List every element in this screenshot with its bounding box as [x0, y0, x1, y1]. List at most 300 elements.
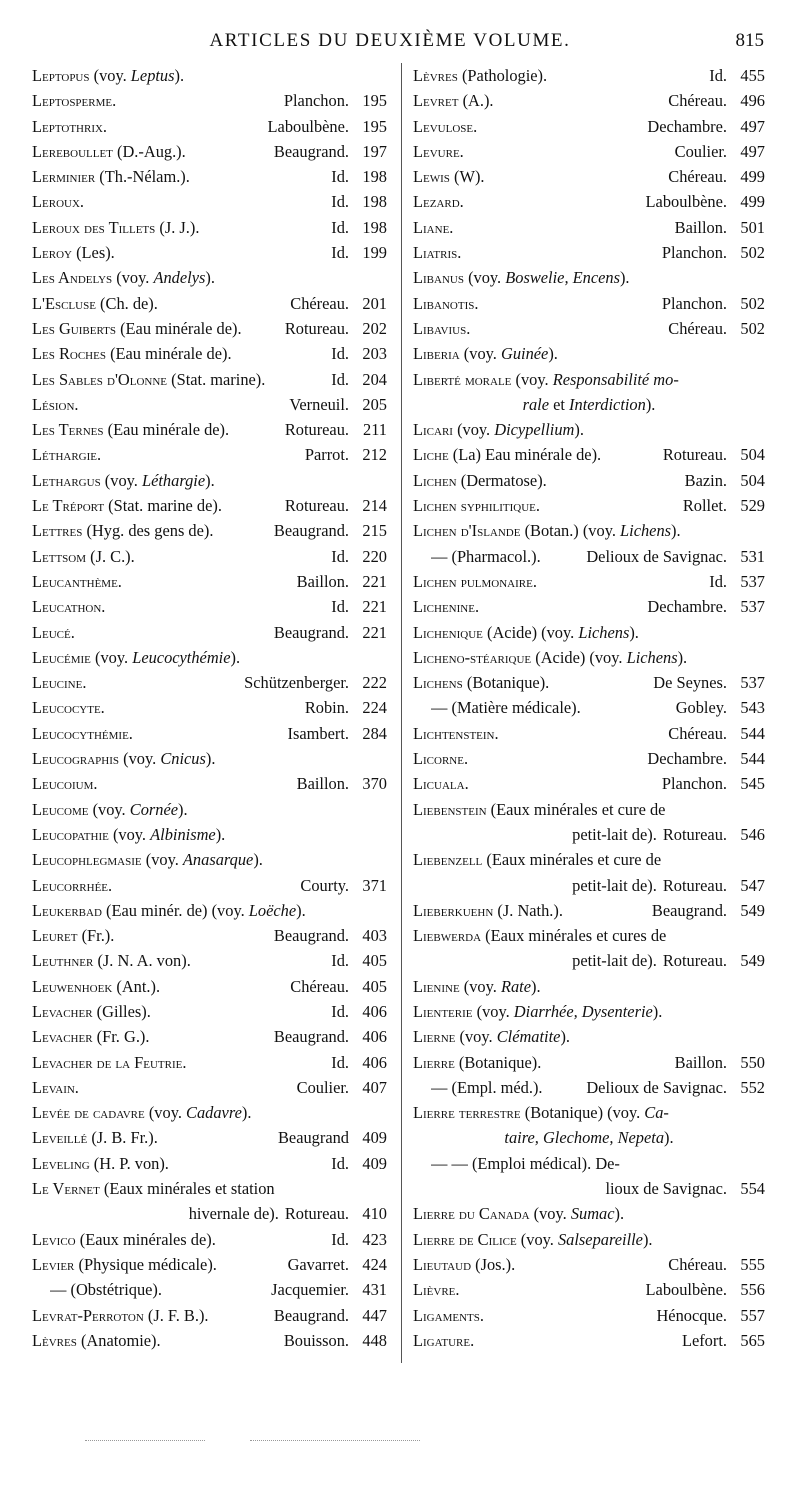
- entry-page-number: 409: [362, 1153, 387, 1173]
- entry-subentry: — (Pharmacol.).: [431, 546, 541, 566]
- index-entry: [413, 569, 765, 594]
- entry-qualifier: (voy.: [459, 1027, 497, 1047]
- index-entry: [32, 594, 387, 619]
- index-entry: [32, 189, 387, 214]
- entry-author: Isambert.: [287, 723, 349, 743]
- entry-page-number: 501: [740, 217, 765, 237]
- entry-cross-reference: Anasarque: [182, 850, 254, 870]
- entry-headword: Lichtenstein.: [413, 723, 499, 743]
- entry-qualifier: (J. J.).: [159, 217, 200, 237]
- entry-punctuation: ).: [531, 976, 541, 996]
- entry-punctuation: ).: [174, 66, 185, 85]
- index-entry: [413, 797, 765, 822]
- entry-page-number: 221: [362, 571, 387, 591]
- entry-page-number: 405: [362, 951, 387, 971]
- entry-page-number: 410: [362, 1204, 387, 1224]
- entry-punctuation: ).: [642, 1229, 653, 1249]
- entry-headword: Licheno-stéarique: [413, 647, 532, 667]
- index-entry: [32, 442, 387, 467]
- entry-author: Id.: [331, 167, 349, 187]
- entry-page-number: 403: [362, 926, 387, 946]
- entry-punctuation: ).: [215, 824, 226, 844]
- entry-page-number: 405: [362, 976, 387, 996]
- entry-author: Id.: [331, 344, 349, 364]
- entry-cross-reference: Cadavre: [186, 1103, 242, 1123]
- entry-qualifier: (Acide) (voy.: [487, 622, 579, 642]
- entry-page-number: 198: [362, 167, 387, 187]
- entry-qualifier: (Th.-Nélam.).: [99, 167, 190, 187]
- index-entry: [32, 1303, 387, 1328]
- entry-author: Id.: [709, 66, 727, 85]
- entry-author: Schützenberger.: [244, 673, 349, 693]
- entry-author: Baillon.: [674, 1052, 727, 1072]
- index-entry: [413, 442, 765, 467]
- entry-author: Rotureau.: [662, 445, 727, 465]
- entry-page-number: 529: [740, 496, 765, 516]
- index-entry: [32, 1050, 387, 1075]
- entry-qualifier: (voy.: [95, 647, 133, 667]
- entry-page-number: 224: [362, 698, 387, 718]
- entry-author: Chéreau.: [668, 1254, 727, 1274]
- index-entry: [32, 114, 387, 139]
- entry-headword: Lieutaud: [413, 1254, 472, 1274]
- entry-headword: Lièvre.: [413, 1280, 460, 1300]
- entry-page-number: 409: [362, 1128, 387, 1148]
- entry-page-number: 557: [740, 1305, 765, 1325]
- index-entry: [32, 1227, 387, 1252]
- entry-author: Planchon.: [661, 243, 727, 263]
- entry-author: Rotureau.: [662, 824, 727, 844]
- entry-cross-reference: Salsepareille: [557, 1229, 643, 1249]
- entry-headword: Leucathon.: [32, 597, 106, 617]
- index-entry: [413, 594, 765, 619]
- entry-headword: Les Guiberts: [32, 318, 116, 338]
- index-entry: [413, 822, 765, 847]
- entry-qualifier: (W).: [454, 167, 485, 187]
- index-entry: [32, 265, 387, 290]
- index-entry: [413, 392, 765, 417]
- entry-page-number: 195: [362, 116, 387, 136]
- entry-headword: Levier: [32, 1254, 75, 1274]
- entry-page-number: 199: [362, 243, 387, 263]
- entry-qualifier: (Stat. marine de).: [108, 496, 222, 516]
- entry-headword: Liberia: [413, 344, 460, 364]
- entry-headword: Leucographis: [32, 749, 120, 769]
- entry-page-number: 499: [740, 192, 765, 212]
- entry-page-number: 504: [740, 445, 765, 465]
- entry-headword: Lethargus: [32, 470, 101, 490]
- entry-qualifier: (Eau minérale de).: [107, 420, 230, 440]
- entry-punctuation: ).: [671, 521, 681, 541]
- entry-qualifier: (Eaux minérales de).: [79, 1229, 216, 1249]
- entry-page-number: 423: [362, 1229, 387, 1249]
- entry-continuation: petit-lait de).: [572, 824, 657, 844]
- entry-cross-reference: Interdiction: [569, 394, 646, 414]
- entry-page-number: 204: [362, 369, 387, 389]
- entry-author: Planchon.: [661, 774, 727, 794]
- entry-headword: Lierne: [413, 1027, 456, 1047]
- index-entry: [32, 620, 387, 645]
- index-entry: [413, 999, 765, 1024]
- entry-qualifier: (voy.: [112, 824, 151, 844]
- entry-author: Rotureau.: [284, 318, 349, 338]
- entry-qualifier: (voy.: [533, 1204, 571, 1224]
- entry-page-number: 214: [362, 496, 387, 516]
- entry-headword: Levacher de la Feutrie.: [32, 1052, 187, 1072]
- entry-headword: Levain.: [32, 1077, 79, 1097]
- entry-author: Verneuil.: [289, 394, 349, 414]
- index-entry: [413, 215, 765, 240]
- footer-dotted-rule: [85, 1440, 205, 1441]
- entry-author: Id.: [331, 1153, 349, 1173]
- entry-headword: Leucorrhée.: [32, 875, 113, 895]
- entry-headword: Lichen d'Islande: [413, 521, 521, 541]
- index-entry: [32, 291, 387, 316]
- entry-cross-reference: Cornée: [129, 799, 179, 819]
- index-entry: [32, 1100, 387, 1125]
- entry-qualifier: (Eaux minérales et cures de: [485, 926, 667, 946]
- index-entry: [413, 873, 765, 898]
- entry-page-number: 550: [740, 1052, 765, 1072]
- running-title: ARTICLES DU DEUXIÈME VOLUME.: [209, 30, 571, 51]
- entry-subentry: — (Matière médicale).: [431, 698, 581, 718]
- entry-author: Chéreau.: [668, 318, 727, 338]
- index-entry: [413, 1227, 765, 1252]
- entry-author: Delioux de Savignac.: [586, 546, 727, 566]
- entry-page-number: 407: [362, 1077, 387, 1097]
- entry-page-number: 552: [740, 1077, 765, 1097]
- entry-author: Bazin.: [684, 470, 727, 490]
- entry-headword: Leucophlegmasie: [32, 850, 142, 870]
- entry-page-number: 203: [362, 344, 387, 364]
- entry-author: Courty.: [300, 875, 349, 895]
- entry-punctuation: ).: [664, 1128, 674, 1148]
- entry-page-number: 371: [362, 875, 387, 895]
- entry-headword: Leptosperme.: [32, 91, 117, 111]
- index-entry: [413, 265, 765, 290]
- index-entry: [413, 316, 765, 341]
- entry-subentry: — (Empl. méd.).: [431, 1077, 543, 1097]
- index-entry: [32, 1075, 387, 1100]
- entry-page-number: 424: [362, 1254, 387, 1274]
- entry-qualifier: (La) Eau minérale de).: [452, 445, 602, 465]
- entry-author: Dechambre.: [647, 597, 727, 617]
- entry-cross-reference: Rate: [500, 976, 532, 996]
- index-entry: [32, 847, 387, 872]
- entry-page-number: 544: [740, 749, 765, 769]
- entry-qualifier: (Acide) (voy.: [535, 647, 627, 667]
- entry-page-number: 545: [740, 774, 765, 794]
- entry-headword: Leuthner: [32, 951, 94, 971]
- entry-qualifier: (voy.: [520, 1229, 558, 1249]
- index-entry: [32, 1024, 387, 1049]
- entry-page-number: 549: [740, 900, 765, 920]
- index-entry: [32, 873, 387, 898]
- entry-qualifier: (Anatomie).: [80, 1330, 161, 1350]
- entry-punctuation: ).: [677, 647, 688, 667]
- entry-headword: Leucémie: [32, 647, 91, 667]
- entry-author: Laboulbène.: [645, 1280, 727, 1300]
- entry-punctuation: ).: [560, 1027, 570, 1047]
- entry-headword: Liatris.: [413, 243, 462, 263]
- entry-punctuation: ).: [205, 749, 216, 769]
- entry-headword: Lienterie: [413, 1001, 473, 1021]
- entry-page-number: 497: [740, 141, 765, 161]
- entry-headword: Lierre de Cilice: [413, 1229, 517, 1249]
- entry-page-number: 537: [740, 571, 765, 591]
- entry-headword: Lettres: [32, 521, 83, 541]
- entry-author: Dechambre.: [647, 116, 727, 136]
- entry-headword: Les Sables d'Olonne: [32, 369, 168, 389]
- index-entry: [413, 1277, 765, 1302]
- entry-headword: Leucanthème.: [32, 571, 122, 591]
- entry-headword: Liebenzell: [413, 850, 483, 870]
- entry-qualifier: (Eau minérale de).: [110, 344, 232, 364]
- entry-author: Rotureau.: [284, 420, 349, 440]
- index-entry: [413, 620, 765, 645]
- entry-author: Id.: [331, 217, 349, 237]
- index-entry: [32, 1176, 387, 1201]
- index-entry: [32, 367, 387, 392]
- index-entry: [32, 88, 387, 113]
- index-entry: [32, 240, 387, 265]
- entry-author: Beaugrand.: [273, 1305, 349, 1325]
- entry-headword: Léthargie.: [32, 445, 102, 465]
- index-entry: [32, 898, 387, 923]
- entry-headword: Leucine.: [32, 673, 87, 693]
- entry-punctuation: ).: [205, 470, 215, 490]
- entry-continuation: petit-lait de).: [572, 951, 657, 971]
- entry-page-number: 502: [740, 318, 765, 338]
- entry-headword: Les Andelys: [32, 268, 113, 288]
- entry-headword: Lésion.: [32, 394, 79, 414]
- entry-author: Id.: [331, 192, 349, 212]
- index-entry: [413, 746, 765, 771]
- index-entry: [32, 797, 387, 822]
- entry-qualifier: (Pathologie).: [461, 66, 548, 85]
- entry-headword: L'Escluse: [32, 293, 96, 313]
- index-entry: [32, 999, 387, 1024]
- entry-author: Rotureau.: [662, 875, 727, 895]
- index-entry: [413, 518, 765, 543]
- entry-headword: Lichenine.: [413, 597, 480, 617]
- entry-author: Id.: [331, 1229, 349, 1249]
- entry-headword: Leucocyte.: [32, 698, 105, 718]
- entry-page-number: 543: [740, 698, 765, 718]
- entry-qualifier: (Ant.).: [116, 976, 161, 996]
- entry-author: Beaugrand.: [651, 900, 727, 920]
- index-entry: [32, 63, 387, 88]
- entry-page-number: 197: [362, 141, 387, 161]
- entry-qualifier: (voy.: [145, 850, 183, 870]
- entry-page-number: 215: [362, 521, 387, 541]
- entry-headword: Leucome: [32, 799, 89, 819]
- entry-qualifier: (A.).: [462, 91, 494, 111]
- entry-headword: Leveillé: [32, 1128, 88, 1148]
- index-entry: [413, 114, 765, 139]
- entry-cross-reference: taire, Glechome, Nepeta: [504, 1128, 665, 1148]
- entry-author: Planchon.: [661, 293, 727, 313]
- entry-punctuation: ).: [619, 268, 630, 288]
- entry-author: Delioux de Savignac.: [586, 1077, 727, 1097]
- entry-cross-reference: Boswelie, Encens: [505, 268, 620, 288]
- index-entry: [413, 367, 765, 392]
- entry-headword: Levacher: [32, 1027, 93, 1047]
- entry-qualifier: (H. P. von).: [93, 1153, 169, 1173]
- index-entry: [32, 1125, 387, 1150]
- entry-page-number: 431: [362, 1280, 387, 1300]
- entry-page-number: 202: [362, 318, 387, 338]
- index-entry: [32, 670, 387, 695]
- entry-page-number: 198: [362, 217, 387, 237]
- entry-punctuation: ).: [296, 900, 306, 920]
- entry-headword: Lèvres: [413, 66, 458, 85]
- entry-headword: Ligature.: [413, 1330, 475, 1350]
- index-entry: [413, 544, 765, 569]
- entry-headword: Lierre: [413, 1052, 455, 1072]
- entry-author: Id.: [331, 369, 349, 389]
- entry-page-number: 448: [362, 1330, 387, 1350]
- entry-page-number: 406: [362, 1052, 387, 1072]
- entry-qualifier: (voy.: [148, 1103, 187, 1123]
- entry-page-number: 496: [740, 91, 765, 111]
- entry-qualifier: (Stat. marine).: [171, 369, 266, 389]
- entry-headword: Levacher: [32, 1001, 93, 1021]
- entry-punctuation: ).: [548, 344, 558, 364]
- entry-headword: Lezard.: [413, 192, 464, 212]
- entry-qualifier: (Fr. G.).: [96, 1027, 150, 1047]
- page-number: 815: [735, 30, 764, 51]
- entry-headword: Levico: [32, 1229, 76, 1249]
- entry-punctuation: ).: [230, 647, 241, 667]
- entry-punctuation: ).: [652, 1001, 663, 1021]
- index-entry: [413, 341, 765, 366]
- entry-author: Id.: [331, 951, 349, 971]
- index-entry: [413, 974, 765, 999]
- index-entry: [32, 974, 387, 999]
- entry-author: Rotureau.: [284, 496, 349, 516]
- index-entry: [32, 695, 387, 720]
- entry-author: Id.: [709, 571, 727, 591]
- entry-author: Beaugrand: [278, 1128, 349, 1148]
- index-entry: [32, 645, 387, 670]
- entry-qualifier: (Botanique) (voy.: [524, 1103, 645, 1123]
- entry-page-number: 221: [362, 597, 387, 617]
- entry-page-number: 201: [362, 293, 387, 313]
- entry-headword: Liebwerda: [413, 926, 482, 946]
- entry-page-number: 205: [362, 394, 387, 414]
- entry-qualifier: (D.-Aug.).: [117, 141, 186, 161]
- index-entry: [413, 645, 765, 670]
- entry-page-number: 537: [740, 673, 765, 693]
- entry-headword: Lichen: [413, 470, 457, 490]
- index-entry: [413, 493, 765, 518]
- entry-author: Lefort.: [681, 1330, 727, 1350]
- entry-cross-reference: Albinisme: [150, 824, 216, 844]
- entry-headword: Le Vernet: [32, 1179, 100, 1199]
- entry-headword: Leucocythémie.: [32, 723, 133, 743]
- entry-page-number: 220: [362, 546, 387, 566]
- entry-author: Parrot.: [304, 445, 349, 465]
- index-entry: [413, 189, 765, 214]
- index-entry: [32, 493, 387, 518]
- entry-author: Baillon.: [296, 774, 349, 794]
- entry-headword: Lierre terrestre: [413, 1103, 521, 1123]
- index-entry: [413, 88, 765, 113]
- entry-headword: Libavius.: [413, 318, 471, 338]
- entry-cross-reference: Leptus: [130, 66, 175, 85]
- entry-headword: Leroux des Tillets: [32, 217, 156, 237]
- entry-author: Laboulbène.: [267, 116, 349, 136]
- entry-qualifier: (Eau minérale de).: [120, 318, 242, 338]
- entry-author: Chéreau.: [290, 293, 349, 313]
- entry-headword: Leuwenhoek: [32, 976, 113, 996]
- entry-author: Coulier.: [674, 141, 727, 161]
- entry-page-number: 406: [362, 1027, 387, 1047]
- index-entry: [32, 721, 387, 746]
- entry-author: Chéreau.: [668, 91, 727, 111]
- entry-qualifier: (J. B. Fr.).: [91, 1128, 158, 1148]
- entry-qualifier: (Botan.) (voy.: [524, 521, 621, 541]
- entry-page-number: 221: [362, 622, 387, 642]
- index-entry: [413, 948, 765, 973]
- entry-headword: Lichenique: [413, 622, 483, 642]
- index-entry: [413, 1201, 765, 1226]
- entry-headword: Leuret: [32, 926, 78, 946]
- entry-headword: Levulose.: [413, 116, 478, 136]
- entry-headword: Libanus: [413, 268, 464, 288]
- index-entry: [413, 1328, 765, 1353]
- entry-page-number: 370: [362, 774, 387, 794]
- index-entry: [413, 695, 765, 720]
- entry-headword: Leucopathie: [32, 824, 109, 844]
- entry-page-number: 544: [740, 723, 765, 743]
- entry-qualifier: (Dermatose).: [460, 470, 547, 490]
- index-entry: [32, 923, 387, 948]
- entry-page-number: 499: [740, 167, 765, 187]
- index-entry: [413, 847, 765, 872]
- index-entry: [413, 291, 765, 316]
- entry-page-number: 565: [740, 1330, 765, 1350]
- entry-author: Gavarret.: [287, 1254, 349, 1274]
- index-entry: [413, 139, 765, 164]
- entry-cross-reference: Loëche: [248, 900, 297, 920]
- entry-page-number: 455: [740, 66, 765, 85]
- entry-headword: Les Roches: [32, 344, 106, 364]
- entry-punctuation: ).: [645, 394, 656, 414]
- entry-headword: Levure.: [413, 141, 464, 161]
- entry-headword: Leptothrix.: [32, 116, 108, 136]
- entry-cross-reference: Andelys: [153, 268, 206, 288]
- index-entry: [32, 392, 387, 417]
- index-entry: [32, 215, 387, 240]
- entry-page-number: 554: [740, 1179, 765, 1199]
- entry-qualifier: (voy.: [457, 420, 495, 440]
- index-entry: [32, 139, 387, 164]
- index-entry: [32, 822, 387, 847]
- entry-page-number: 284: [362, 723, 387, 743]
- entry-page-number: 198: [362, 192, 387, 212]
- index-entry: [32, 1252, 387, 1277]
- index-entry: [413, 1252, 765, 1277]
- entry-connector: et: [549, 394, 570, 414]
- entry-author: Id.: [331, 546, 349, 566]
- index-entry: [32, 518, 387, 543]
- entry-qualifier: (voy.: [92, 799, 130, 819]
- entry-qualifier: (Eaux minérales et station: [103, 1179, 275, 1199]
- entry-author: Id.: [331, 243, 349, 263]
- entry-qualifier: (Eau minér. de) (voy.: [106, 900, 249, 920]
